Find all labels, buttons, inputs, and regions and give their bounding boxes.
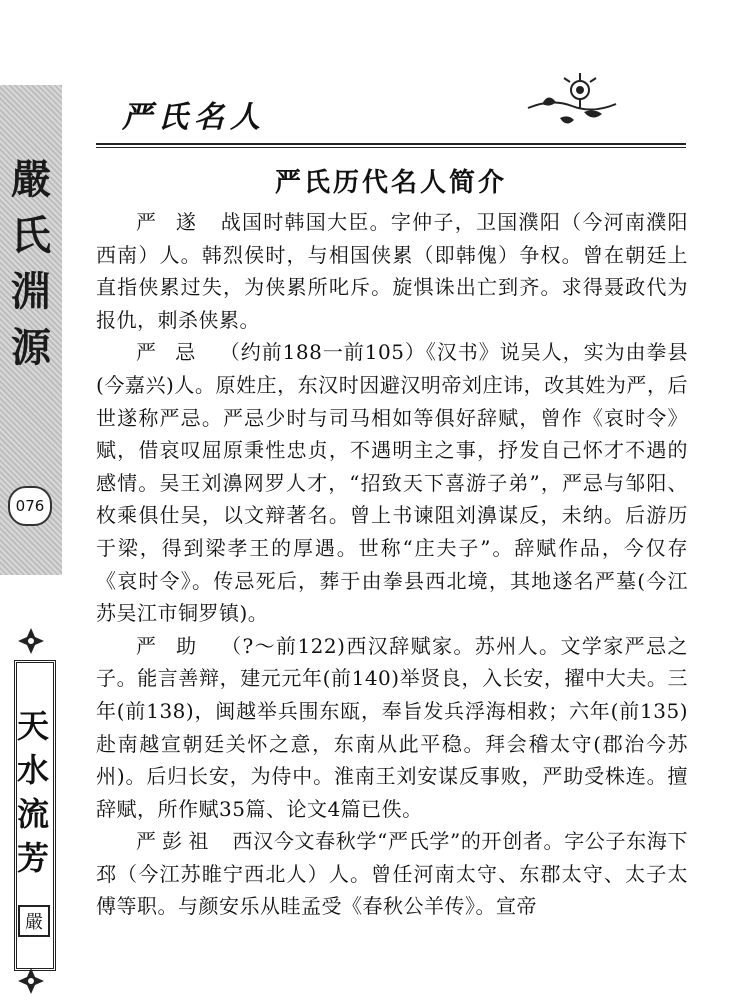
- header-rule: [96, 143, 686, 148]
- side-box-title: [14, 707, 52, 877]
- person-name: 严 助: [136, 633, 204, 658]
- section-title: 严氏名人: [122, 100, 266, 135]
- person-name: 严 忌: [136, 340, 202, 365]
- side-book-title: [4, 156, 58, 371]
- side-title-char: 氏: [11, 212, 51, 259]
- page-number: 076: [8, 486, 52, 526]
- paragraph: [96, 630, 688, 826]
- person-name: 严彭祖: [136, 829, 215, 854]
- box-title-char: 天: [16, 707, 49, 745]
- flower-icon: [522, 68, 622, 134]
- paragraph-text: 战国时韩国大臣。字仲子，卫国濮阳（今河南濮阳西南）人。韩烈侯时，与相国侠累（即韩傀）争权。曾在朝廷上直指侠累过失，为侠累所叱斥。旋惧诛出亡到齐。求得聂政代为报仇，刺杀侠累。: [96, 210, 688, 332]
- paragraph: [96, 206, 688, 336]
- ornament-icon: [16, 966, 46, 996]
- box-title-char: 流: [16, 795, 49, 833]
- article-body: [96, 206, 688, 923]
- person-name: 严 遂: [136, 210, 203, 234]
- paragraph-text: （?～前122)西汉辞赋家。苏州人。文学家严忌之子。能言善辩，建元元年(前140)举贤良，入长安，擢中大夫。三年(前138)，闽越举兵围东瓯，奉旨发兵浮海相救；六年(前135)赴南越宣朝廷关怀之意，东南从此平稳。拜会稽太守(郡治今苏州)。后归长安，为侍中。淮南王刘安谋反事败，严助受株连。擅辞赋，所作赋35篇、论文4篇已佚。: [96, 633, 688, 821]
- side-box-seal: 嚴: [18, 905, 50, 937]
- article-title: 严氏历代名人简介: [274, 168, 507, 198]
- paragraph-text: 西汉今文春秋学“严氏学”的开创者。字公子东海下邳（今江苏睢宁西北人）人。曾任河南太守、东郡太守、太子太傅等职。与颜安乐从眭孟受《春秋公羊传》。宣帝: [96, 829, 689, 919]
- box-title-char: 水: [16, 751, 49, 789]
- paragraph-text: （约前188一前105）《汉书》说吴人，实为由拳县(今嘉兴)人。原姓庄，东汉时因避汉明帝刘庄讳，改其姓为严，后世遂称严忌。严忌少时与司马相如等俱好辞赋，曾作《哀时令》赋，借哀叹屈原秉性忠贞，不遇明主之事，抒发自己怀才不遇的感情。吴王刘濞网罗人才，“招致天下喜游子弟”，严忌与邹阳、枚乘俱仕吴，以文辩著名。曾上书谏阻刘濞谋反，未纳。后游历于梁，得到梁孝王的厚遇。世称“庄夫子”。辞赋作品，今仅存《哀时令》。传忌死后，葬于由拳县西北境，其地遂名严墓(今江苏吴江市铜罗镇)。: [96, 340, 688, 626]
- side-title-char: 淵: [11, 268, 51, 315]
- ornament-icon: [16, 626, 46, 656]
- paragraph: [96, 336, 688, 629]
- paragraph: [96, 825, 688, 923]
- box-title-char: 芳: [16, 839, 49, 877]
- side-title-char: 嚴: [11, 156, 51, 203]
- side-title-char: 源: [11, 324, 51, 371]
